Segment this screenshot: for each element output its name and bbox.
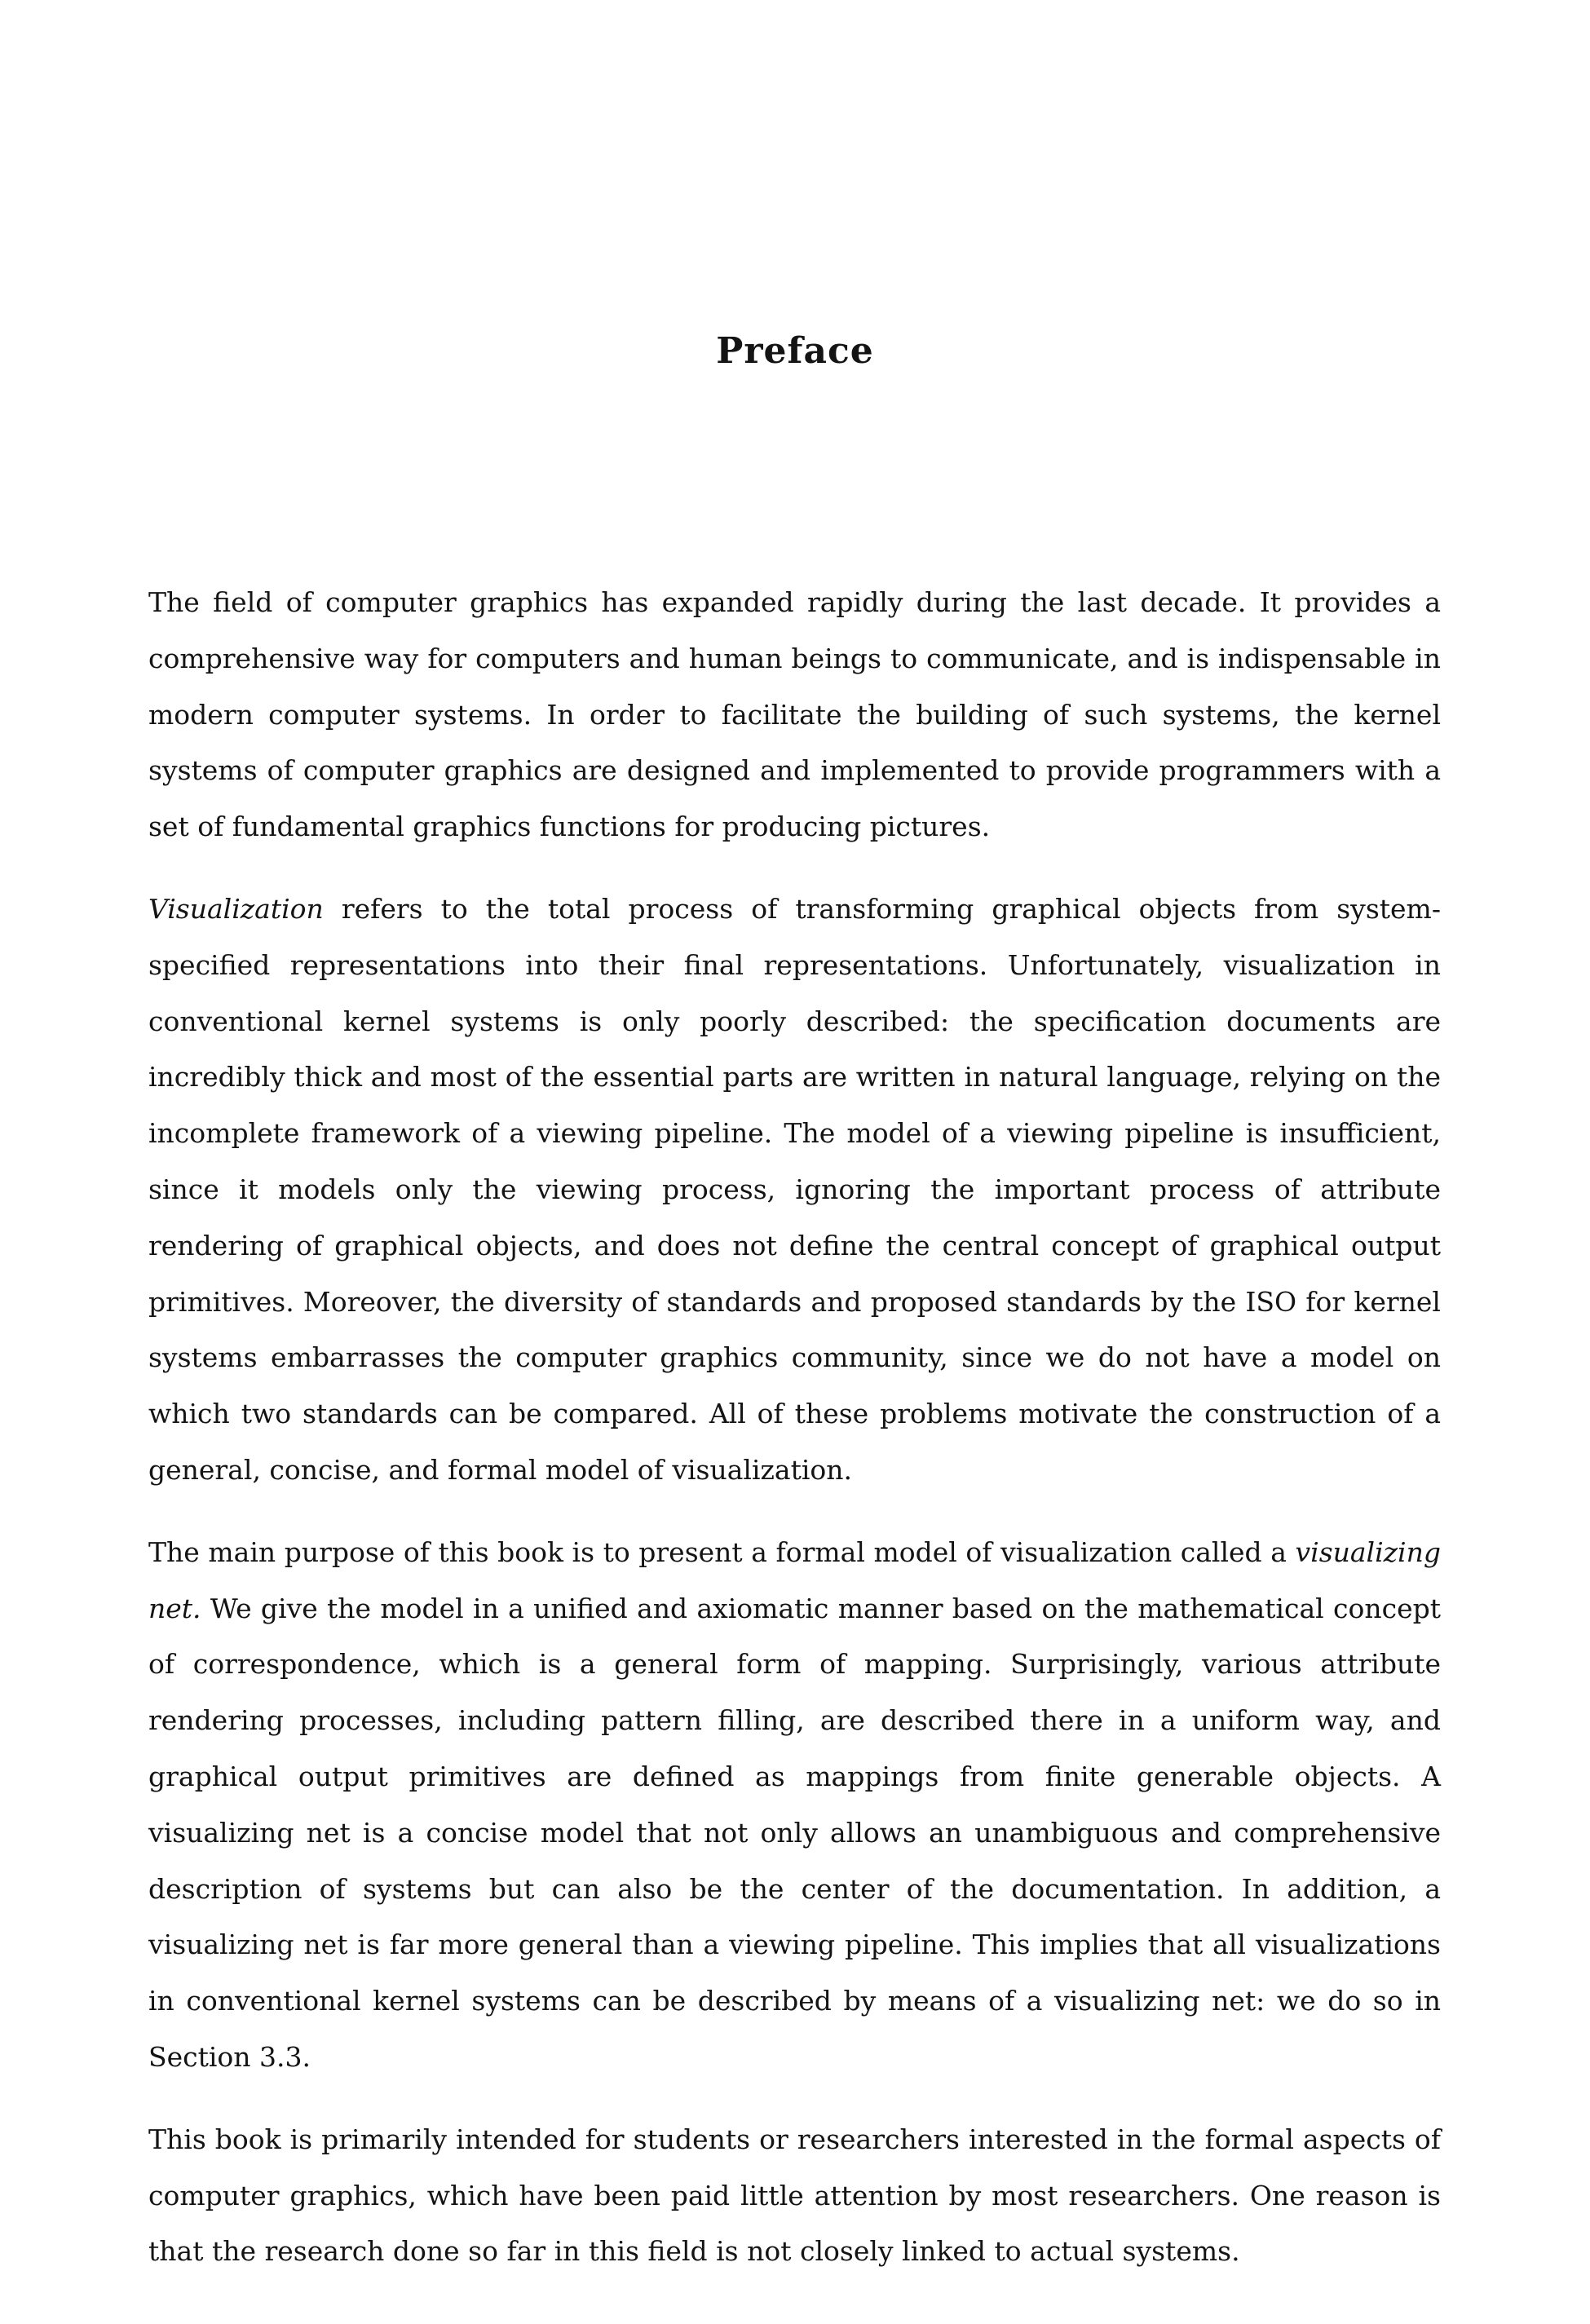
paragraph-3-italic-term: visualizing net. [148, 1535, 1441, 1624]
paragraph-3 [148, 1525, 1441, 2086]
paragraph-3-text-before: The main purpose of this book is to present a formal model of visualization called a [148, 1535, 1296, 1568]
paragraph-1 [148, 575, 1441, 855]
preface-body [148, 575, 1441, 2306]
page-title: Preface [716, 330, 874, 372]
paragraph-4-text: This book is primarily intended for students or researchers interested in the formal aspects of computer graphics, which have been paid little attention by most researchers. One reason is that the research done so far in this field is not closely linked to actual systems. [148, 2123, 1441, 2268]
paragraph-2-lead-italic: Visualization [148, 892, 324, 925]
paragraph-2 [148, 881, 1441, 1499]
paragraph-2-text: refers to the total process of transforming graphical objects from system-specified representations into their final representations. Unfortunately, visualization in conventional kernel systems is only poorly described: the specification documents are incredibly thick and most of the essential parts are written in natural language, relying on the incomplete framework of a viewing pipeline. The model of a viewing pipeline is insufficient, since it models only the viewing process, ignoring the important process of attribute rendering of graphical objects, and does not define the central concept of graphical output primitives. Moreover, the diversity of standards and proposed standards by the ISO for kernel systems embarrasses the computer graphics community, since we do not have a model on which two standards can be compared. All of these problems motivate the construction of a general, concise, and formal model of visualization. [148, 892, 1441, 1486]
paragraph-3-text-after: We give the model in a unified and axiomatic manner based on the mathematical concept of correspondence, which is a general form of mapping. Surprisingly, various attribute rendering processes, including pattern filling, are described there in a uniform way, and graphical output primitives are defined as mappings from finite generable objects. A visualizing net is a concise model that not only allows an unambiguous and comprehensive description of systems but can also be the center of the documentation. In addition, a visualizing net is far more general than a viewing pipeline. This implies that all visualizations in conventional kernel systems can be described by means of a visualizing net: we do so in Section 3.3. [148, 1592, 1441, 2073]
paragraph-1-text: The field of computer graphics has expanded rapidly during the last decade. It provides a comprehensive way for computers and human beings to communicate, and is indispensable in modern computer systems. In order to facilitate the building of such systems, the kernel systems of computer graphics are designed and implemented to provide programmers with a set of fundamental graphics functions for producing pictures. [148, 586, 1441, 843]
paragraph-4 [148, 2112, 1441, 2280]
